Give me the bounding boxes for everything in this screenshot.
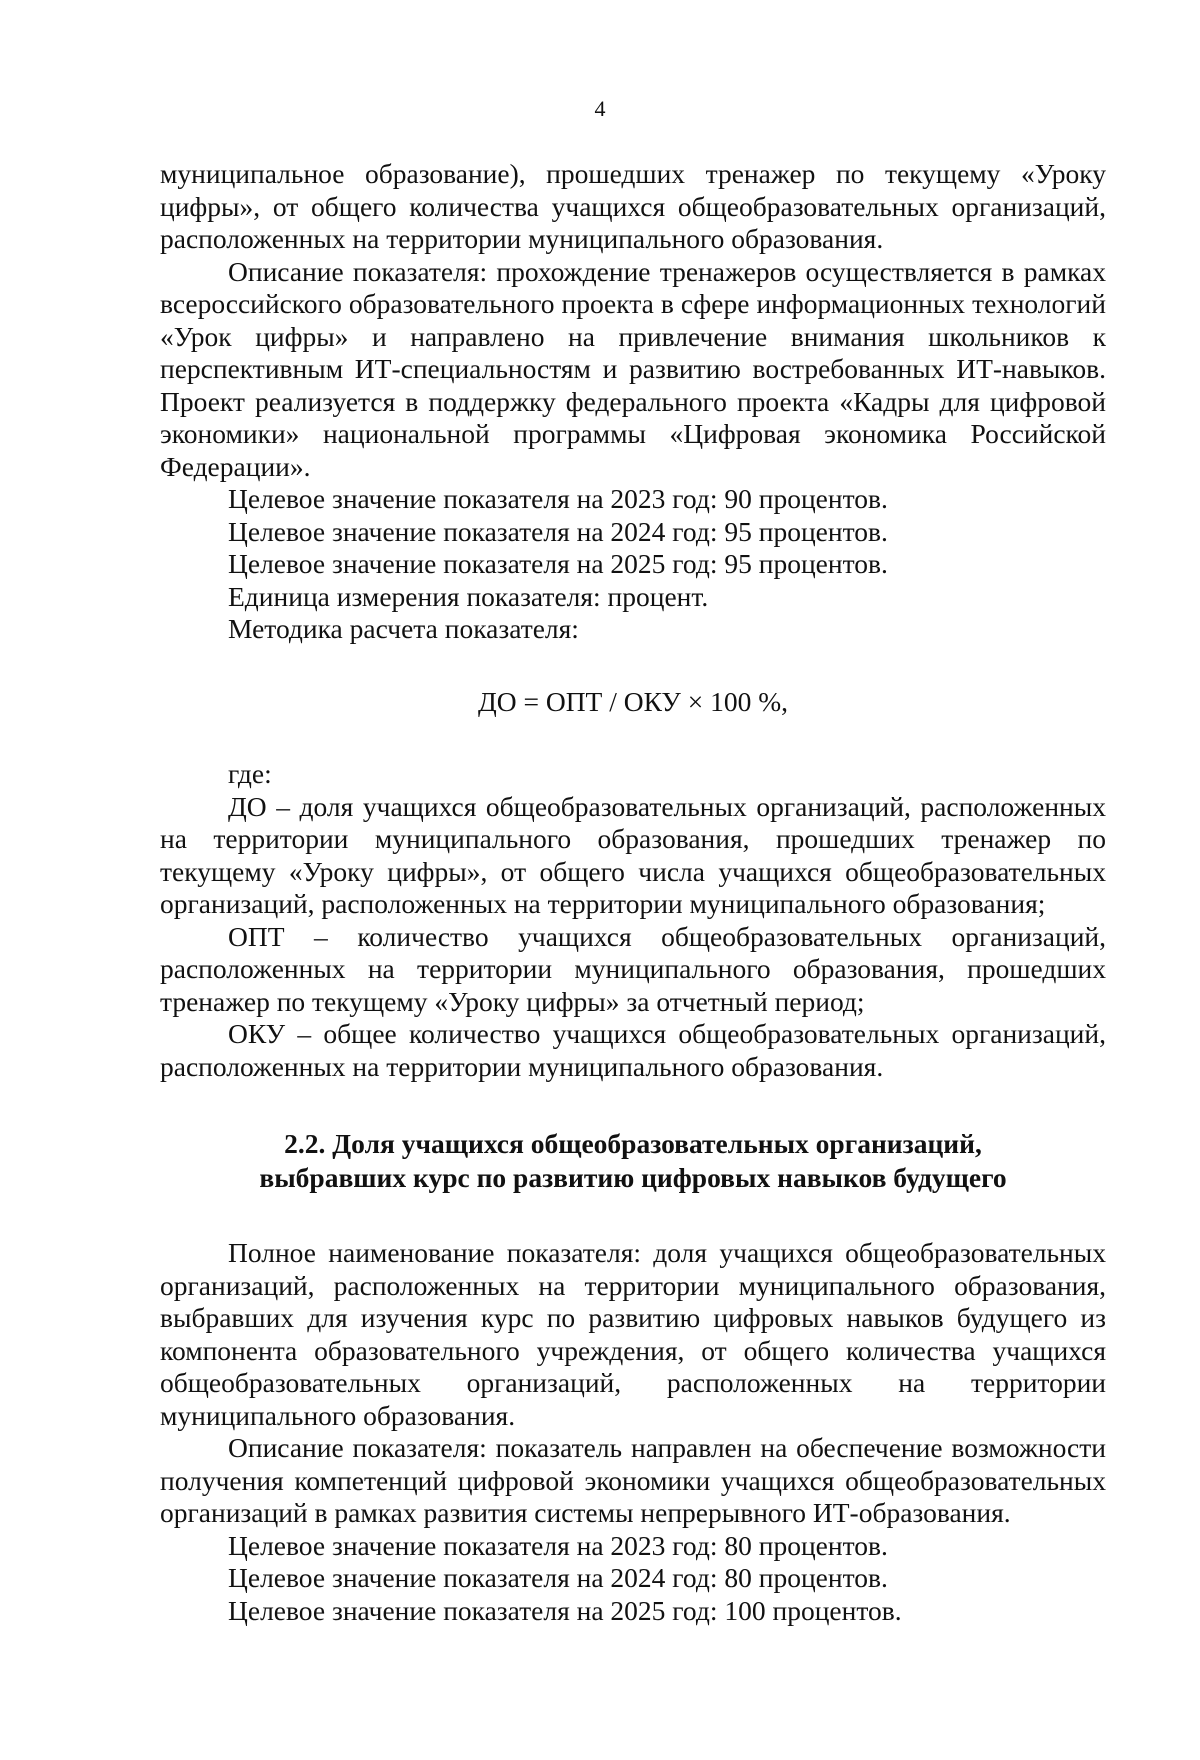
section1-definition-opt: ОПТ – количество учащихся общеобразовательных организаций, расположенных на территории муниципального образования, прошедших тренажер по текущему «Уроку цифры» за отчетный период; [160, 920, 1106, 1017]
section1-unit: Единица измерения показателя: процент. [228, 580, 709, 612]
section2-target-2024: Целевое значение показателя на 2024 год: 80 процентов. [228, 1562, 888, 1593]
section1-definition-do: ДО – доля учащихся общеобразовательных организаций, расположенных на территории муниципального образования, прошедших тренажер по текущему «Уроку цифры», от общего числа учащихся общеобразовательных организаций, расположенных на территории муниципального образования; [160, 790, 1106, 919]
section2-heading-line1: 2.2. Доля учащихся общеобразовательных организаций, [284, 1128, 982, 1159]
section1-target-2024: Целевое значение показателя на 2024 год: 95 процентов. [228, 515, 888, 547]
section1-method-label: Методика расчета показателя: [228, 613, 579, 644]
section1-definition-oku: ОКУ – общее количество учащихся общеобразовательных организаций, расположенных на территории муниципального образования. [160, 1018, 1106, 1082]
section2-target-2023: Целевое значение показателя на 2023 год: 80 процентов. [228, 1529, 888, 1561]
section2-description-paragraph: Описание показателя: показатель направлен на обеспечение возможности получения компетенций цифровой экономики учащихся общеобразовательных организаций в рамках развития системы непрерывного ИТ-образования. [160, 1432, 1106, 1528]
section1-formula: ДО = ОПТ / ОКУ × 100 %, [477, 685, 789, 717]
section2-heading-line2: выбравших курс по развитию цифровых навыков будущего [259, 1162, 1007, 1193]
section1-target-2023: Целевое значение показателя на 2023 год: 90 процентов. [228, 483, 888, 514]
section2-full-name-paragraph: Полное наименование показателя: доля учащихся общеобразовательных организаций, расположенных на территории муниципального образования, выбравших для изучения курс по развитию цифровых навыков будущего из компонента образовательного учреждения, от общего количества учащихся общеобразовательных организаций, расположенных на территории муниципального образования. [160, 1237, 1106, 1431]
section2-heading [160, 1127, 1106, 1195]
section1-description-paragraph: Описание показателя: прохождение тренажеров осуществляется в рамках всероссийского образовательного проекта в сфере информационных технологий «Урок цифры» и направлено на привлечение внимания школьников к перспективным ИТ-специальностям и развитию востребованных ИТ-навыков. Проект реализуется в поддержку федерального проекта «Кадры для цифровой экономики» национальной программы «Цифровая экономика Российской Федерации». [160, 255, 1106, 482]
section1-intro-paragraph: муниципальное образование), прошедших тренажер по текущему «Уроку цифры», от общего количества учащихся общеобразовательных организаций, расположенных на территории муниципального образования. [160, 158, 1106, 254]
section1-target-2025: Целевое значение показателя на 2025 год: 95 процентов. [228, 548, 888, 579]
page-number: 4 [594, 96, 606, 121]
section1-where-label: где: [228, 758, 272, 789]
section2-target-2025: Целевое значение показателя на 2025 год: 100 процентов. [228, 1594, 902, 1626]
document-body [160, 158, 1106, 1627]
